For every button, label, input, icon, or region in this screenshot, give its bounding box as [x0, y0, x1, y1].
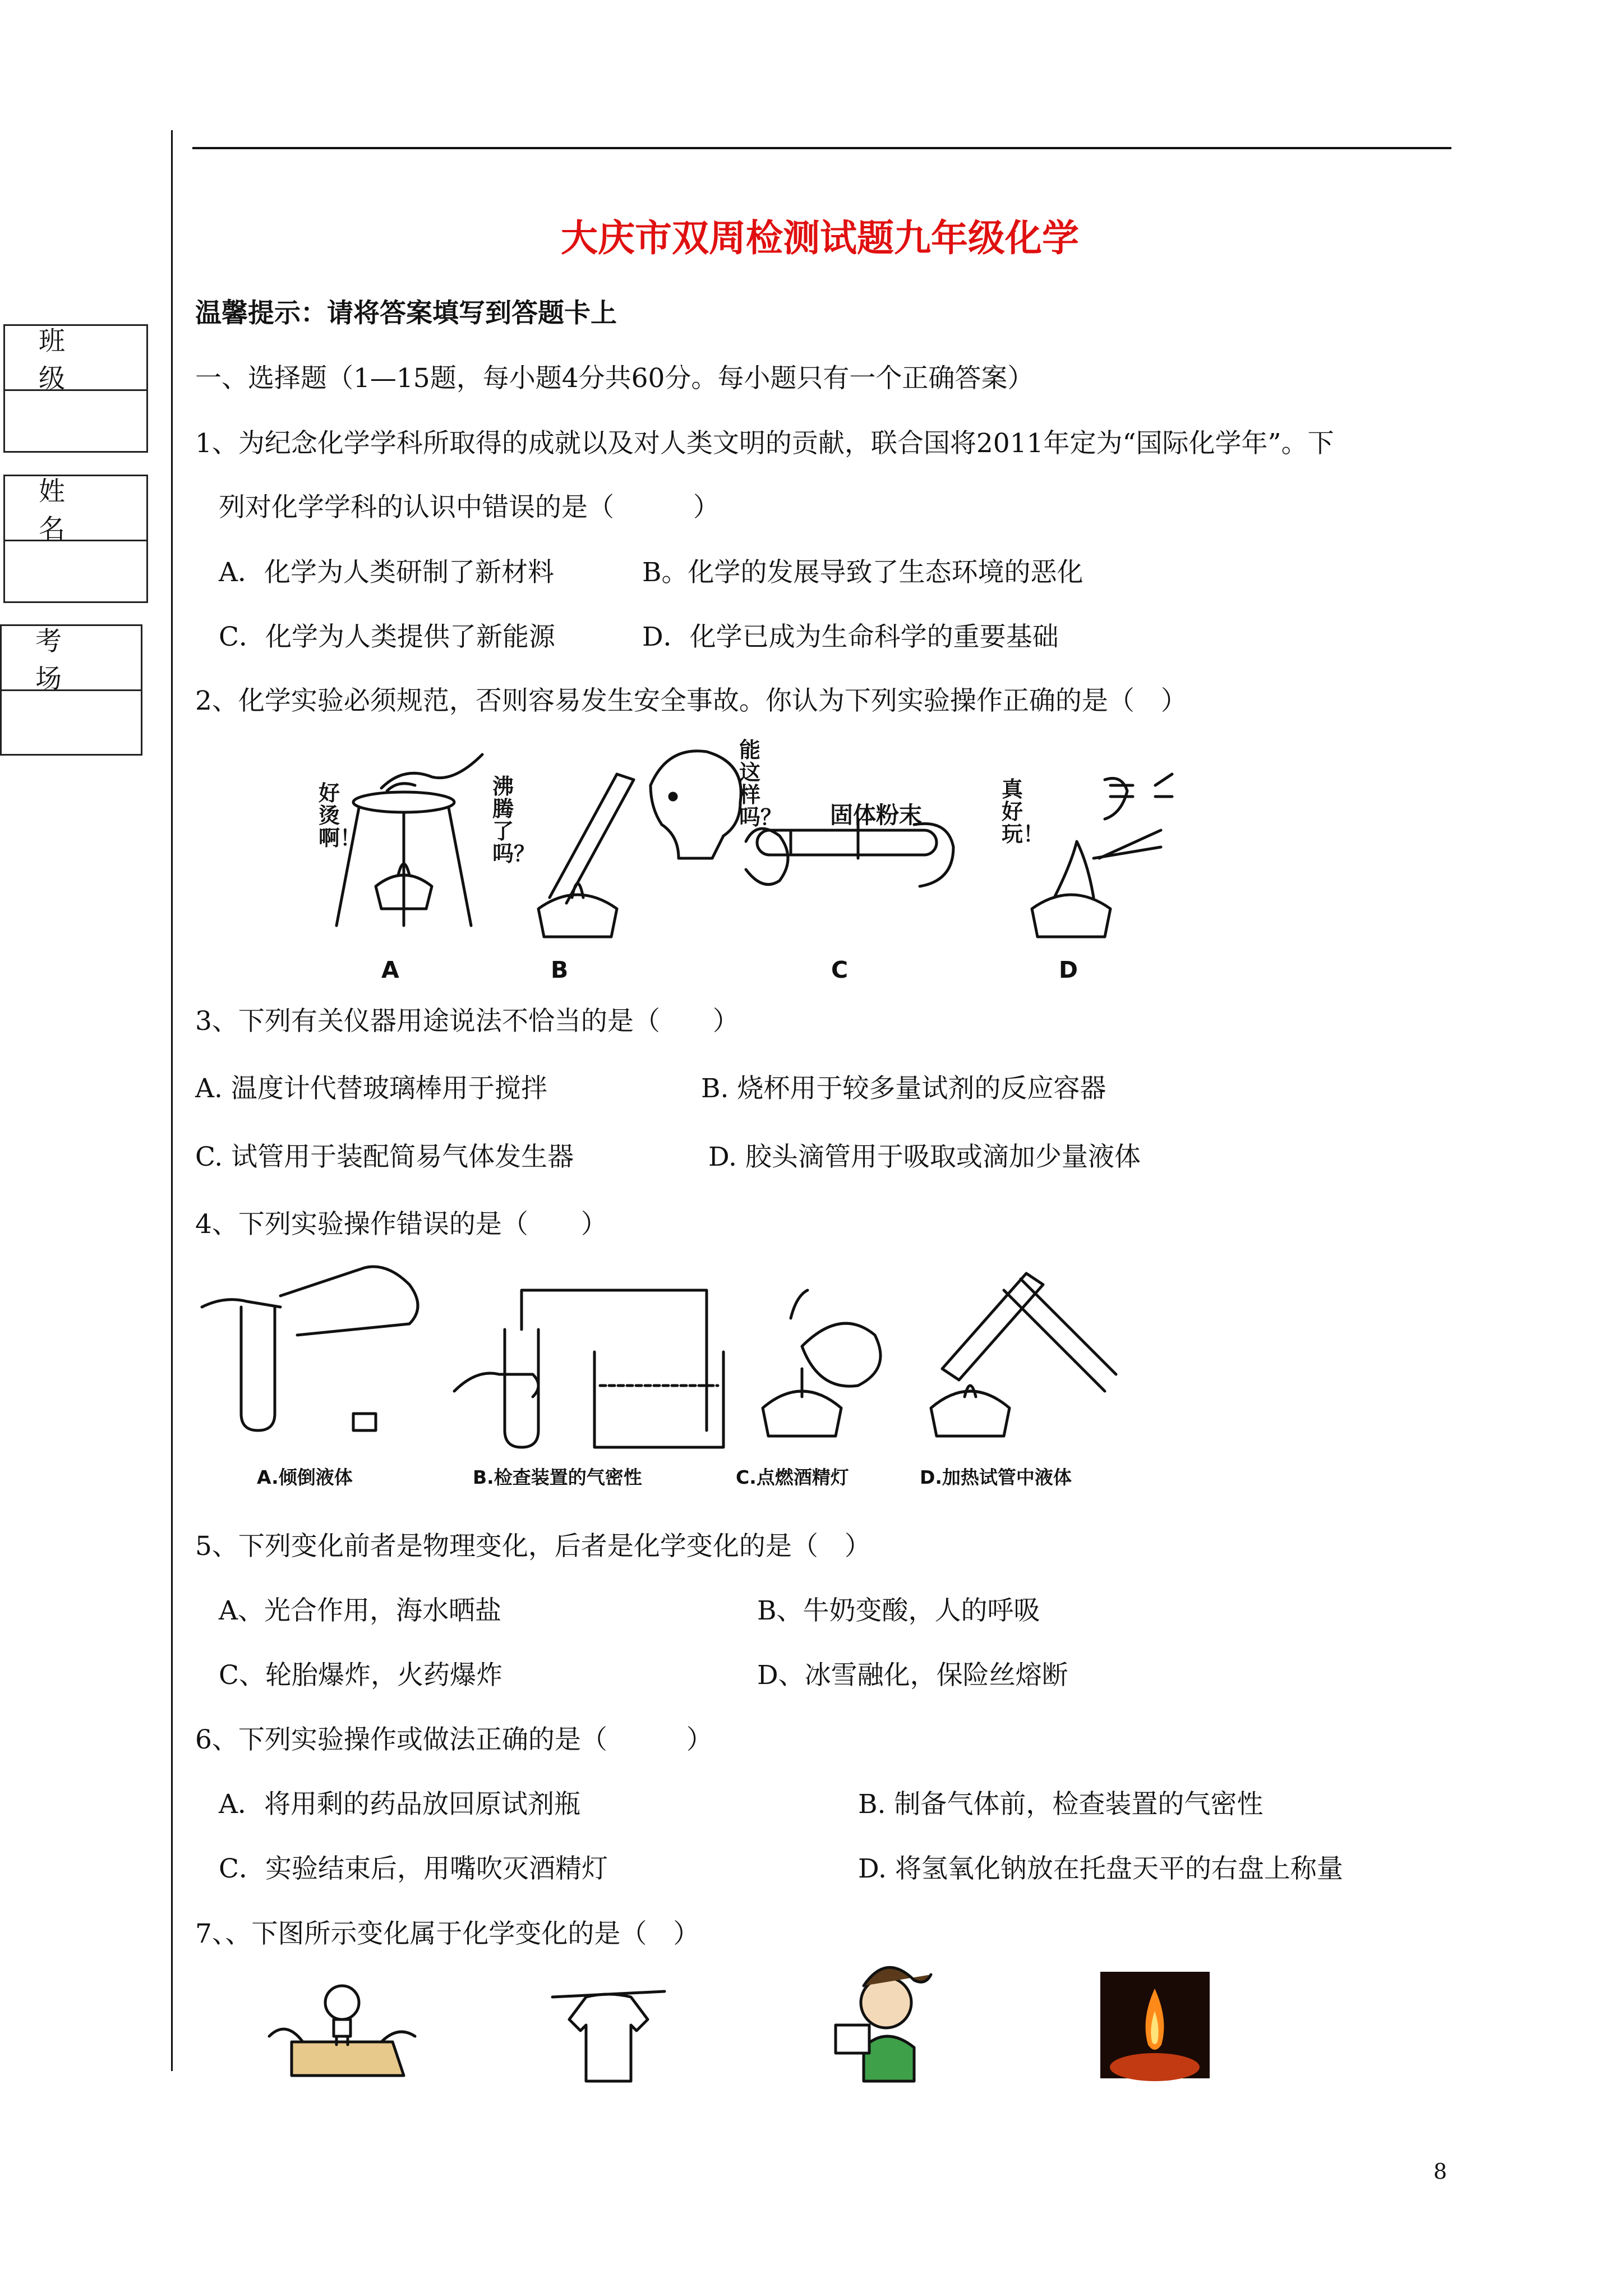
q1-stem-cont: 列对化学学科的认识中错误的是（ ）: [219, 492, 720, 523]
top-rule: [192, 147, 1451, 149]
q3-stem: 3、下列有关仪器用途说法不恰当的是（ ）: [195, 1006, 739, 1037]
q3-option-c: C. 试管用于装配简易气体发生器: [195, 1142, 574, 1172]
q5-option-d: D、冰雪融化，保险丝熔断: [757, 1660, 1068, 1691]
q2-fig-c-label: 固体粉末: [830, 802, 922, 829]
q1-option-b: B。化学的发展导致了生态环境的恶化: [642, 557, 1083, 588]
q2-figure-d: [1009, 763, 1178, 948]
q2-label-a: A: [381, 956, 399, 983]
class-box: [3, 324, 148, 453]
q2-figure-b: [505, 738, 782, 954]
q2-label-c: C: [831, 956, 849, 983]
q5-option-b: B、牛奶变酸，人的呼吸: [757, 1595, 1040, 1626]
q6-option-d: D. 将氢氧化钠放在托盘天平的右盘上称量: [858, 1853, 1343, 1884]
margin-rule: [171, 130, 173, 2071]
q4-caption-d: D.加热试管中液体: [920, 1466, 1072, 1488]
q7-figure-bulb: [269, 1975, 415, 2087]
q5-stem: 5、下列变化前者是物理变化，后者是化学变化的是（ ）: [195, 1531, 871, 1562]
exam-room-label: 考场: [2, 626, 141, 691]
q4-stem: 4、下列实验操作错误的是（ ）: [195, 1209, 607, 1240]
q6-stem: 6、下列实验操作或做法正确的是（ ）: [195, 1724, 713, 1755]
q1-option-a: A．化学为人类研制了新材料: [219, 557, 554, 588]
exam-room-box: [0, 624, 142, 756]
q2-figure-c: [746, 746, 959, 914]
name-label: 姓名: [5, 476, 146, 541]
q4-caption-a: A.倾倒液体: [257, 1466, 353, 1488]
page-title: 大庆市双周检测试题九年级化学: [561, 217, 1079, 260]
class-input-area[interactable]: [5, 391, 146, 453]
q4-figure-b: [443, 1273, 723, 1453]
q3-option-b: B. 烧杯用于较多量试剂的反应容器: [701, 1073, 1106, 1104]
q7-figure-clothes: [552, 1986, 665, 2087]
tip-text: 温馨提示：请将答案填写到答题卡上: [195, 298, 617, 329]
q4-figure-a: [202, 1273, 437, 1442]
q2-label-d: D: [1059, 956, 1078, 983]
q6-option-b: B. 制备气体前，检查装置的气密性: [858, 1789, 1264, 1820]
q2-label-b: B: [551, 956, 569, 983]
class-label: 班级: [5, 326, 146, 391]
name-box: [3, 475, 148, 603]
q6-option-a: A．将用剩的药品放回原试剂瓶: [219, 1789, 580, 1820]
name-input-area[interactable]: [5, 541, 146, 603]
q2-fig-c-speech: 能这样吗？: [739, 738, 782, 830]
section-heading: 一、选择题（1—15题，每小题4分共60分。每小题只有一个正确答案）: [195, 363, 1034, 394]
q3-option-d: D. 胶头滴管用于吸取或滴加少量液体: [708, 1142, 1141, 1172]
q3-option-a: A. 温度计代替玻璃棒用于搅拌: [195, 1073, 547, 1104]
q4-caption-b: B.检查装置的气密性: [473, 1466, 642, 1488]
q4-figure-c: [746, 1285, 914, 1453]
q2-fig-d-speech: 真好玩！: [1002, 777, 1045, 846]
q7-stem: 7、、下图所示变化属于化学变化的是（ ）: [195, 1918, 700, 1949]
page-number: 8: [1433, 2159, 1447, 2184]
q2-figure-a: [314, 757, 505, 954]
q1-option-d: D．化学已成为生命科学的重要基础: [642, 622, 1059, 652]
q1-option-c: C．化学为人类提供了新能源: [219, 622, 555, 652]
q4-figure-d: [920, 1262, 1133, 1453]
q5-option-c: C、轮胎爆炸，火药爆炸: [219, 1660, 502, 1691]
q2-stem: 2、化学实验必须规范，否则容易发生安全事故。你认为下列实验操作正确的是（ ）: [195, 685, 1187, 716]
q7-figure-candle: [1100, 1972, 1210, 2078]
q7-figure-girl: [824, 1963, 937, 2087]
exam-room-input-area[interactable]: [2, 691, 141, 754]
q4-caption-c: C.点燃酒精灯: [736, 1466, 849, 1488]
q2-fig-a-speech: 好烫啊！: [319, 781, 362, 850]
q6-option-c: C．实验结束后，用嘴吹灭酒精灯: [219, 1853, 608, 1884]
q5-option-a: A、光合作用，海水晒盐: [219, 1595, 501, 1626]
q1-stem: 1、为纪念化学学科所取得的成就以及对人类文明的贡献，联合国将2011年定为“国际化学年”。下: [195, 428, 1334, 459]
q2-fig-b-speech: 沸腾了吗？: [492, 774, 536, 866]
